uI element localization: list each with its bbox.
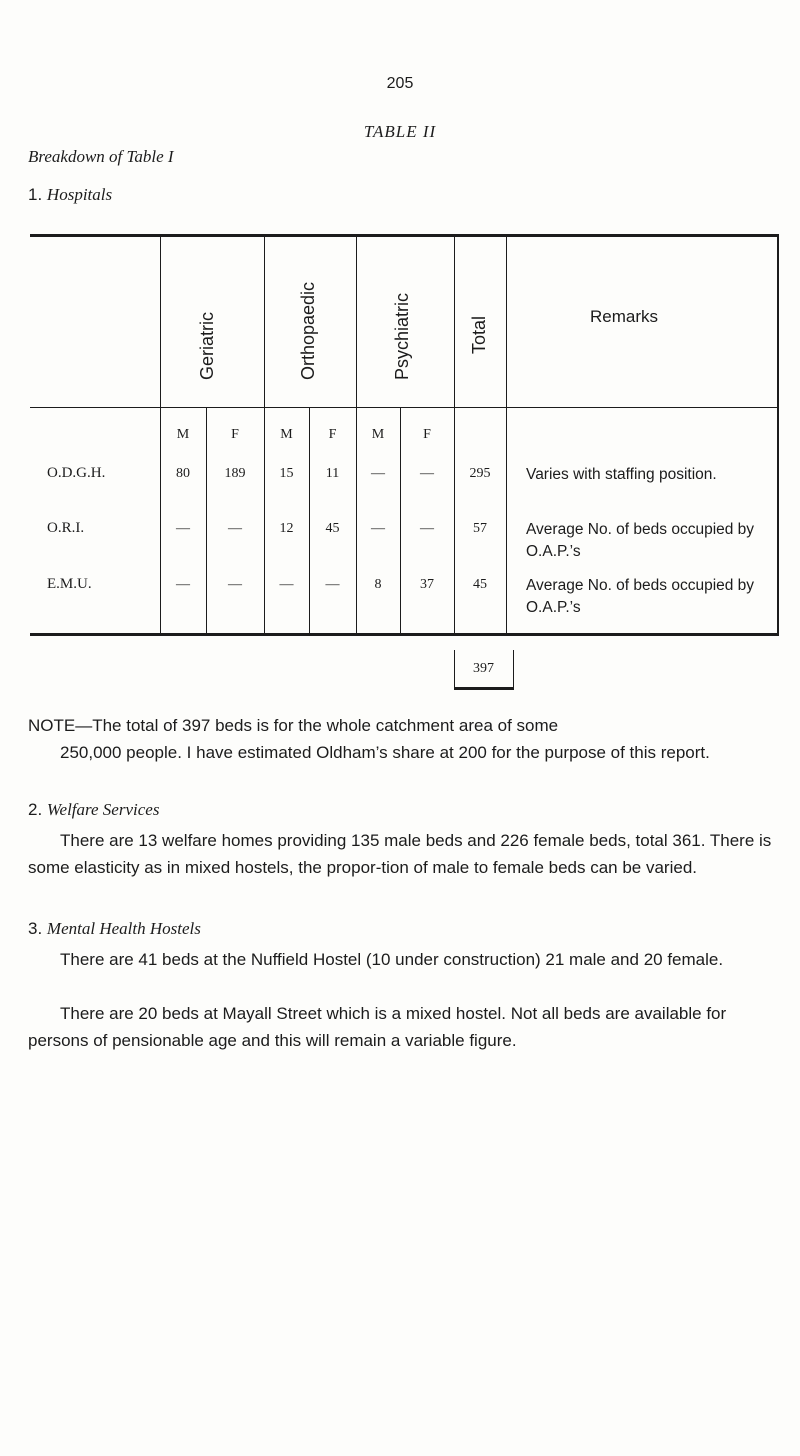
section-3-heading <box>28 919 201 939</box>
table-cell: — <box>228 577 242 592</box>
row-total: 45 <box>473 577 487 592</box>
table-cell: — <box>420 521 434 536</box>
header-geriatric: Geriatric <box>197 311 217 380</box>
sex-header-f: F <box>423 427 431 442</box>
table-cell: 15 <box>279 466 294 481</box>
row-label: O.D.G.H. <box>47 465 106 481</box>
grand-total-right-border <box>513 650 514 690</box>
page-number: 205 <box>386 75 414 92</box>
section-1-title: Hospitals <box>46 185 113 204</box>
table-cell: 80 <box>176 466 190 481</box>
table-cell: 45 <box>325 521 340 536</box>
section-3-number: 3. <box>28 919 43 938</box>
col-divider <box>454 236 455 408</box>
table-title: TABLE II <box>363 122 437 141</box>
header-remarks: Remarks <box>590 307 659 326</box>
section-2-number: 2. <box>28 800 43 819</box>
table-cell: 11 <box>325 466 340 481</box>
header-psychiatric: Psychiatric <box>392 292 412 380</box>
note-continuation: 250,000 people. I have estimated Oldham’s share at 200 for the purpose of this report. <box>60 743 710 762</box>
section-2-title: Welfare Services <box>46 800 160 819</box>
table-cell: 8 <box>374 577 382 592</box>
section-3-title: Mental Health Hostels <box>46 919 201 938</box>
table-cell: — <box>325 577 340 592</box>
header-total: Total <box>469 315 489 354</box>
table-top-border <box>30 234 778 237</box>
note-paragraph <box>28 712 788 766</box>
table-cell: 12 <box>279 521 294 536</box>
welfare-paragraph: There are 13 welfare homes providing 135 male beds and 226 female beds, total 361. There is some elasticity as in mixed hostels, the propor-tion of male to female beds can be varied. <box>28 831 772 877</box>
row-label: O.R.I. <box>47 520 85 536</box>
col-divider <box>264 236 265 408</box>
sex-header-m: M <box>280 427 293 442</box>
section-2-heading <box>28 800 159 820</box>
row-total: 295 <box>469 466 491 481</box>
mental-health-paragraph-2: There are 20 beds at Mayall Street which is a mixed hostel. Not all beds are available for persons of pensionable age and this will remain a variable figure. <box>28 1004 727 1050</box>
header-orthopaedic: Orthopaedic <box>298 281 318 380</box>
col-divider <box>506 408 507 634</box>
mental-health-paragraph-1: There are 41 beds at the Nuffield Hostel (10 under construction) 21 male and 20 female. <box>60 950 724 969</box>
table-cell: — <box>176 521 190 536</box>
note-first-line: NOTE—The total of 397 beds is for the whole catchment area of some <box>28 716 559 735</box>
section-1-heading <box>28 185 112 205</box>
sex-header-f: F <box>328 427 337 442</box>
sex-header-m: M <box>371 427 385 442</box>
sex-header-f: F <box>231 427 239 442</box>
col-divider <box>356 236 357 408</box>
table-cell: — <box>371 521 385 536</box>
grand-total-underline <box>455 687 513 690</box>
col-divider <box>506 236 507 408</box>
subtitle: Breakdown of Table I <box>28 147 174 166</box>
header-divider <box>30 407 778 408</box>
section-1-number: 1. <box>28 185 43 204</box>
table-cell: — <box>420 466 434 481</box>
col-divider <box>160 236 161 408</box>
table-cell: — <box>279 577 294 592</box>
row-remark: Average No. of beds occupied by O.A.P.’s <box>526 521 755 560</box>
row-label: E.M.U. <box>47 576 92 592</box>
table-bottom-border <box>30 633 778 636</box>
table-cell: — <box>371 466 385 481</box>
row-remark: Varies with staffing position. <box>526 466 717 483</box>
row-total: 57 <box>473 521 487 536</box>
table-cell: 37 <box>420 577 434 592</box>
grand-total: 397 <box>473 661 494 676</box>
row-remark: Average No. of beds occupied by O.A.P.’s <box>526 577 755 616</box>
sex-header-m: M <box>176 427 190 442</box>
table-cell: — <box>228 521 242 536</box>
table-cell: — <box>176 577 190 592</box>
table-cell: 189 <box>224 466 246 481</box>
